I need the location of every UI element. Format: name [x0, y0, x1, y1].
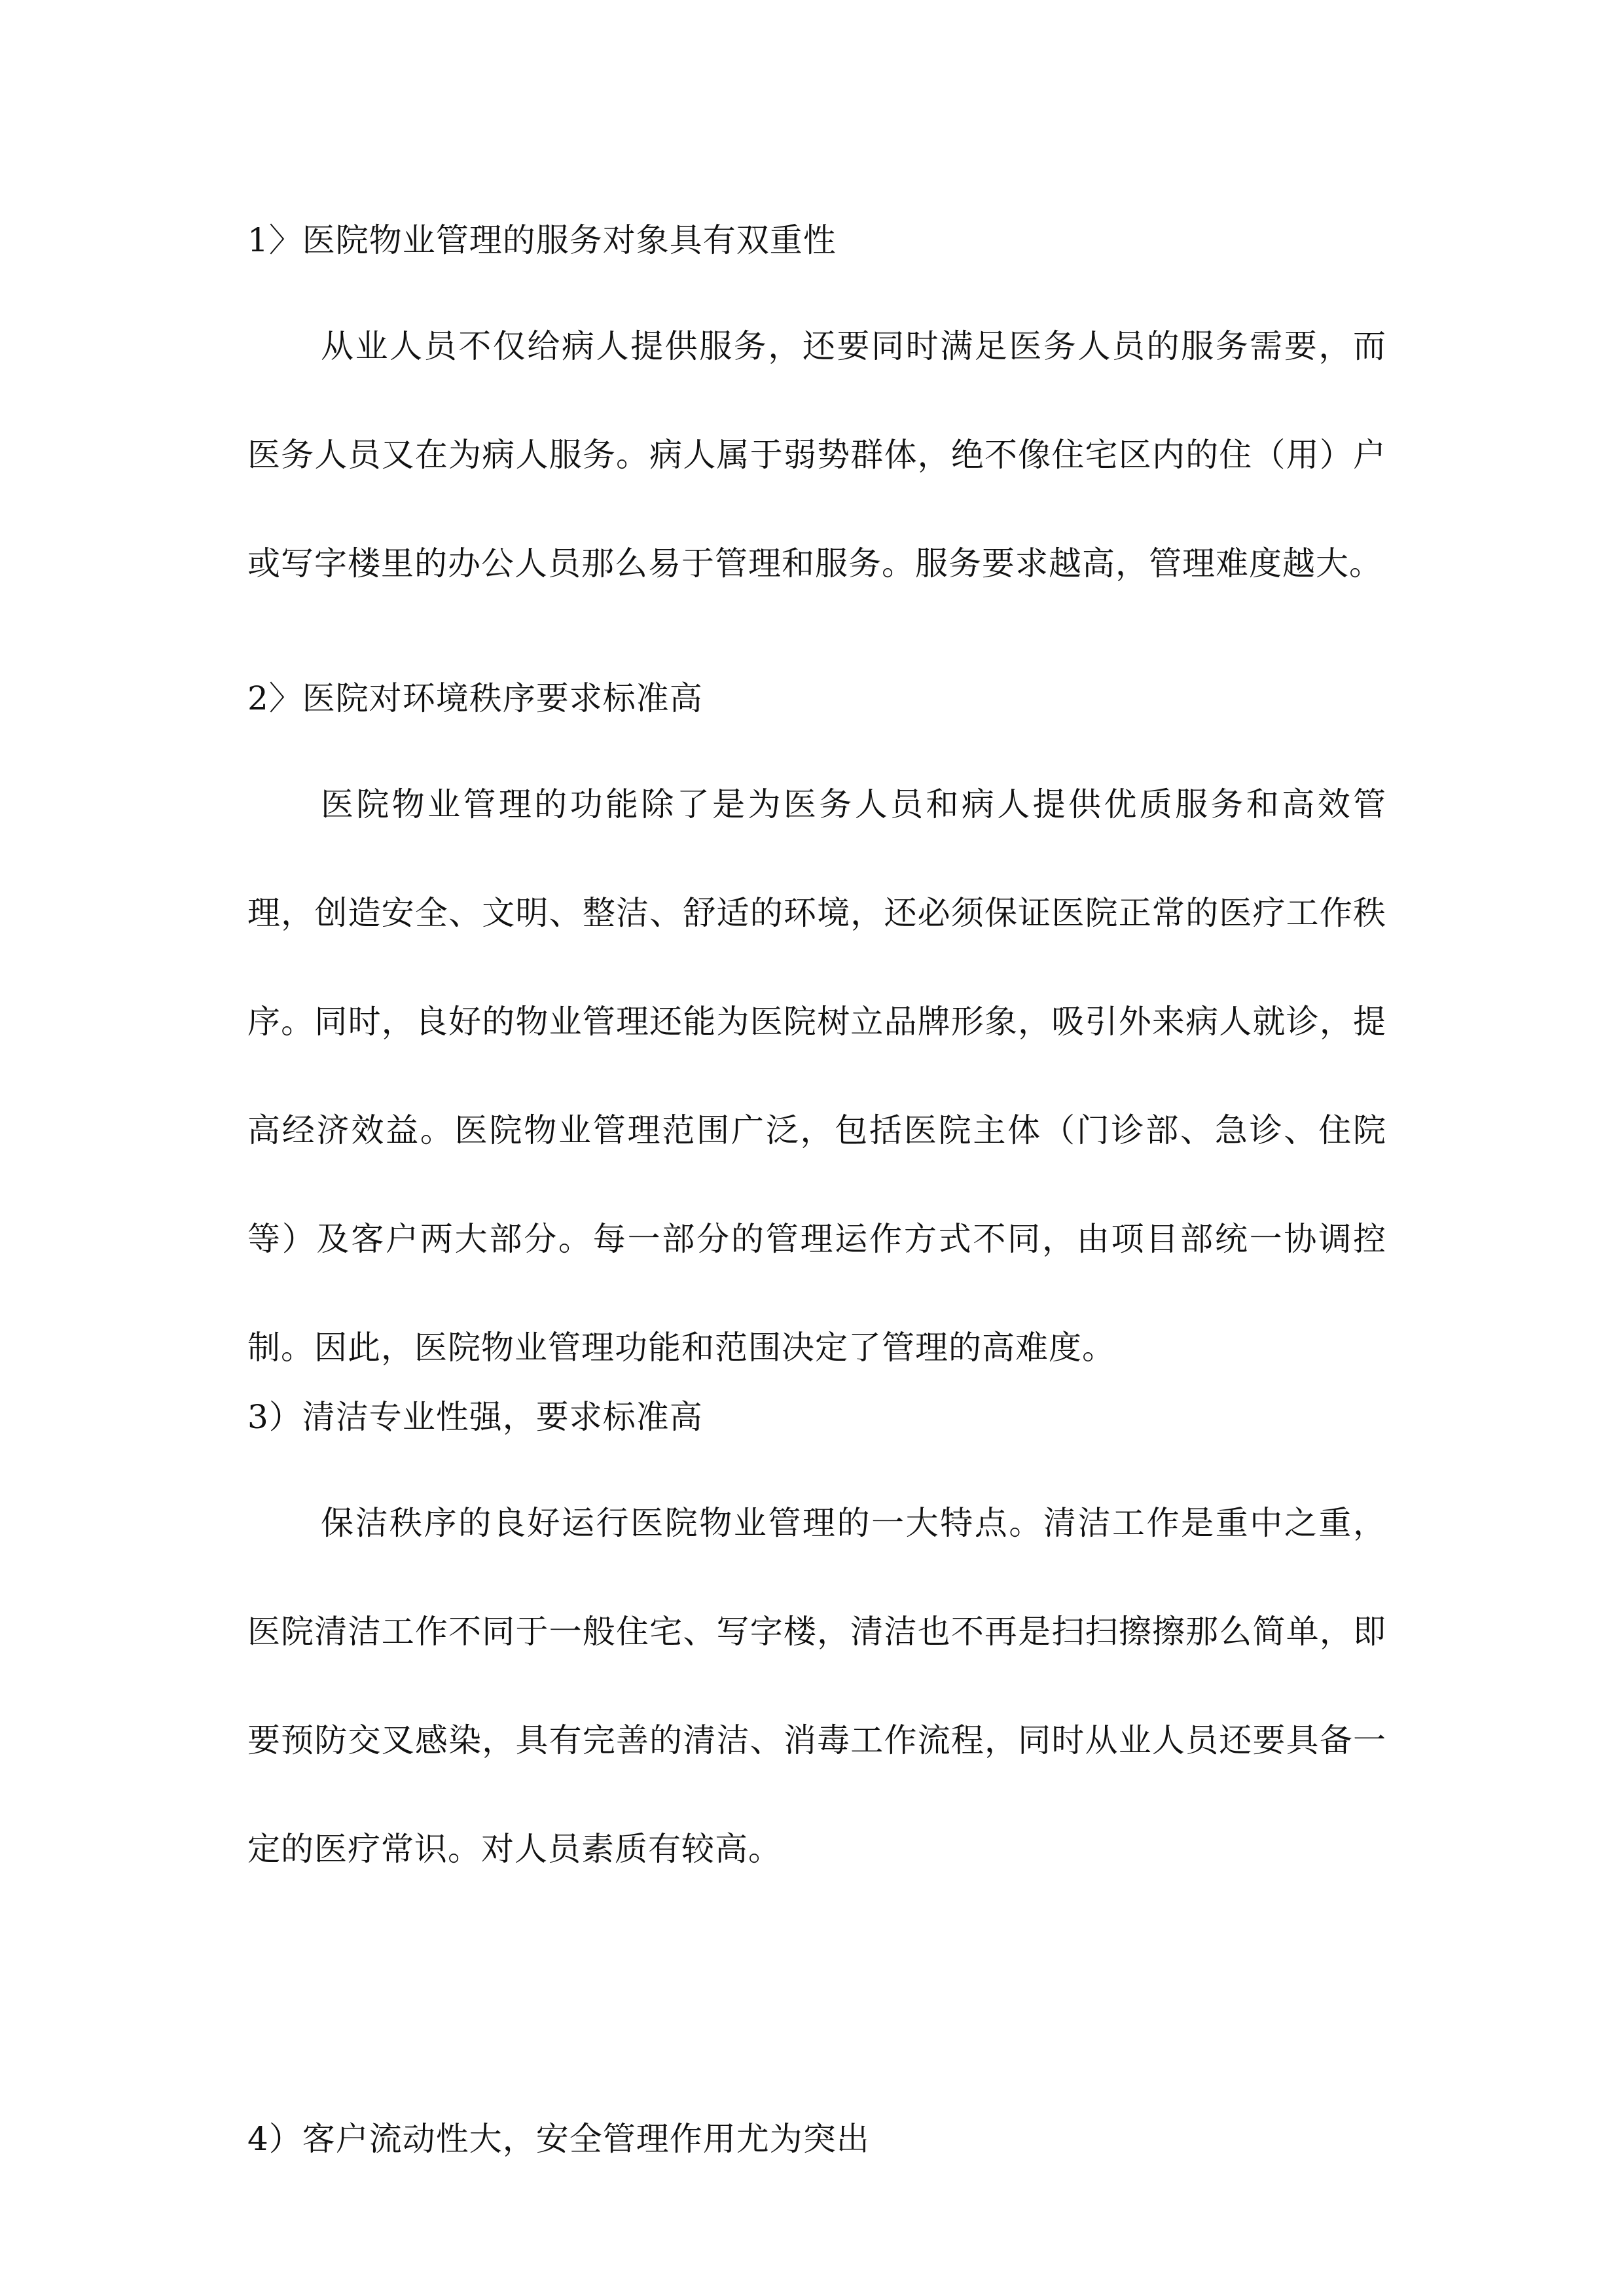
section-body-2: 医院物业管理的功能除了是为医务人员和病人提供优质服务和高效管理，创造安全、文明、整洁、舒适的环境，还必须保证医院正常的医疗工作秩序。同时，良好的物业管理还能为医院树立品牌形象，吸引外来病人就诊，提高经济效益。医院物业管理范围广泛，包括医院主体（门诊部、急诊、住院等）及客户两大部分。每一部分的管理运作方式不同，由项目部统一协调控制。因此，医院物业管理功能和范围决定了管理的高难度。 [247, 785, 1386, 1367]
section-body-3: 保洁秩序的良好运行医院物业管理的一大特点。清洁工作是重中之重，医院清洁工作不同于一般住宅、写字楼，清洁也不再是扫扫擦擦那么简单，即要预防交叉感染，具有完善的清洁、消毒工作流程，同时从业人员还要具备一定的医疗常识。对人员素质有较高。 [247, 1504, 1386, 1868]
section-body-1: 从业人员不仅给病人提供服务，还要同时满足医务人员的服务需要，而医务人员又在为病人服务。病人属于弱势群体，绝不像住宅区内的住（用）户或写字楼里的办公人员那么易于管理和服务。服务要求越高，管理难度越大。 [247, 327, 1386, 583]
section-heading-4: 4）客户流动性大，安全管理作用尤为突出 [247, 2120, 870, 2158]
document-page [247, 0, 1386, 2296]
section-heading-1: 1〉医院物业管理的服务对象具有双重性 [247, 221, 837, 259]
section-heading-3: 3）清洁专业性强，要求标准高 [247, 1398, 703, 1436]
section-heading-2: 2〉医院对环境秩序要求标准高 [247, 679, 703, 717]
